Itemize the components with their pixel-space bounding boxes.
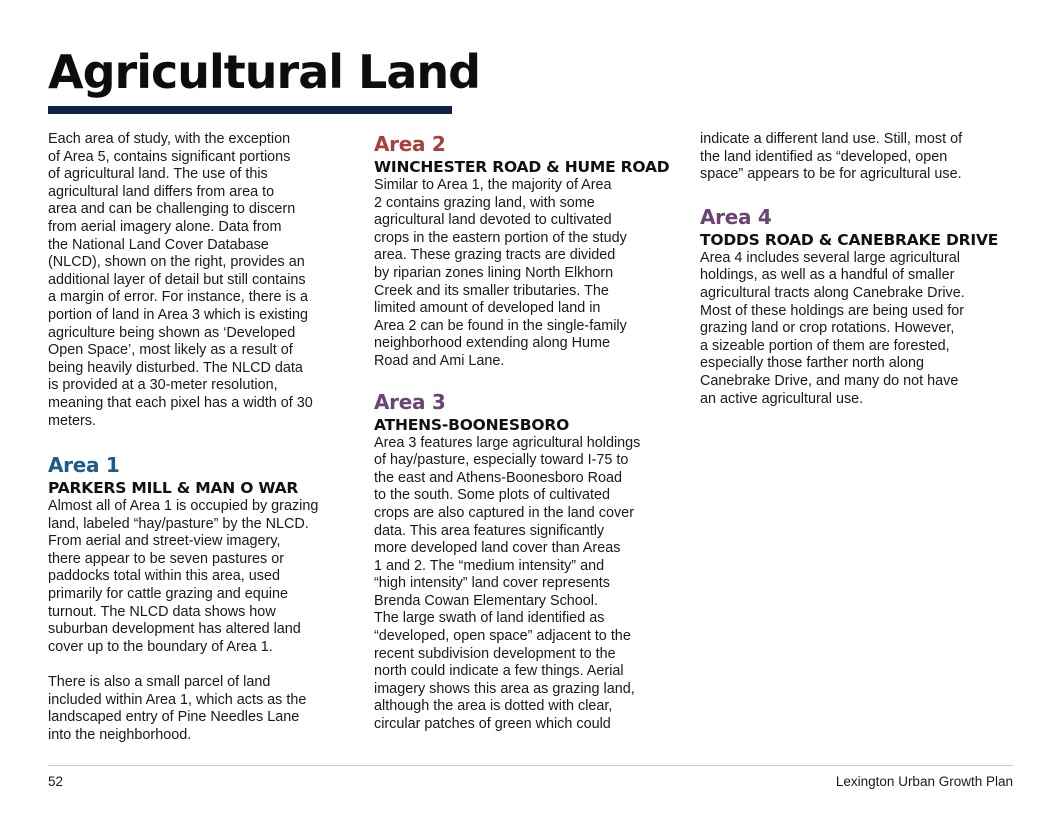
area-4-paragraph: Area 4 includes several large agricultural holdings, as well as a handful of smaller agricultural tracts along Canebrake Drive. Most of these holdings are being used for grazing land or crop rotations. However, a sizeable portion of them are forested, especially those farther north along Canebrake Drive, and many do not have an active agricultural use. [700,249,965,407]
area-2-subheading: WINCHESTER ROAD & HUME ROAD [374,158,670,176]
area-4-heading: Area 4 [700,204,772,229]
page-number: 52 [48,774,64,789]
area-3-heading: Area 3 [374,389,446,414]
area-3-paragraph: Area 3 features large agricultural holdings of hay/pasture, especially toward I-75 to the east and Athens-Boonesboro Road to the south. Some plots of cultivated crops are also captured in the land cover data. This area features significantly more developed land cover than Areas 1 and 2. The “medium intensity” and “high intensity” land cover represents Brenda Cowan Elementary School. The large swath of land identified as “developed, open space” adjacent to the recent subdivision development to the north could indicate a few things. Aerial imagery shows this area as grazing land, although the area is dotted with clear, circular patches of green which could [374,434,641,733]
area-4-subheading: TODDS ROAD & CANEBRAKE DRIVE [700,230,999,249]
area-1-paragraph-1: Almost all of Area 1 is occupied by grazing land, labeled “hay/pasture” by the NLCD. From aerial and street-view imagery, there appear to be seven pastures or paddocks total within this area, used primarily for cattle grazing and equine turnout. The NLCD data shows how suburban development has altered land cover up to the boundary of Area 1. [48,498,319,655]
area-1-paragraph-2: There is also a small parcel of land included within Area 1, which acts as the landscaped entry of Pine Needles Lane into the neighborhood. [48,674,307,743]
area-2-heading: Area 2 [374,132,446,156]
column-1 [48,131,360,744]
title-underline [48,106,452,114]
footer-divider [48,765,1013,766]
area-3-continued-paragraph: indicate a different land use. Still, most of the land identified as “developed, open space” appears to be for agricultural use. [700,131,963,183]
area-1-heading: Area 1 [48,453,120,478]
area-3-subheading: ATHENS-BOONESBORO [374,415,570,434]
column-3 [700,131,1012,408]
area-1-subheading: PARKERS MILL & MAN O WAR [48,479,299,498]
page-title: Agricultural Land [48,45,481,99]
column-2 [374,131,686,734]
area-2-paragraph: Similar to Area 1, the majority of Area 2 contains grazing land, with some agricultural land devoted to cultivated crops in the eastern portion of the study area. These grazing tracts are divided by riparian zones lining North Elkhorn Creek and its smaller tributaries. The limited amount of developed land in Area 2 can be found in the single-family neighborhood extending along Hume Road and Ami Lane. [374,177,627,369]
document-title: Lexington Urban Growth Plan [835,774,1013,789]
intro-paragraph: Each area of study, with the exception of Area 5, contains significant portions of agricultural land. The use of this agricultural land differs from area to area and can be challenging to discern from aerial imagery alone. Data from the National Land Cover Database (NLCD), shown on the right, provides an additional layer of detail but still contains a margin of error. For instance, there is a portion of land in Area 3 which is existing agriculture being shown as ‘Developed Open Space’, most likely as a result of being heavily disturbed. The NLCD data is provided at a 30-meter resolution, meaning that each pixel has a width of 30 meters. [48,131,313,429]
